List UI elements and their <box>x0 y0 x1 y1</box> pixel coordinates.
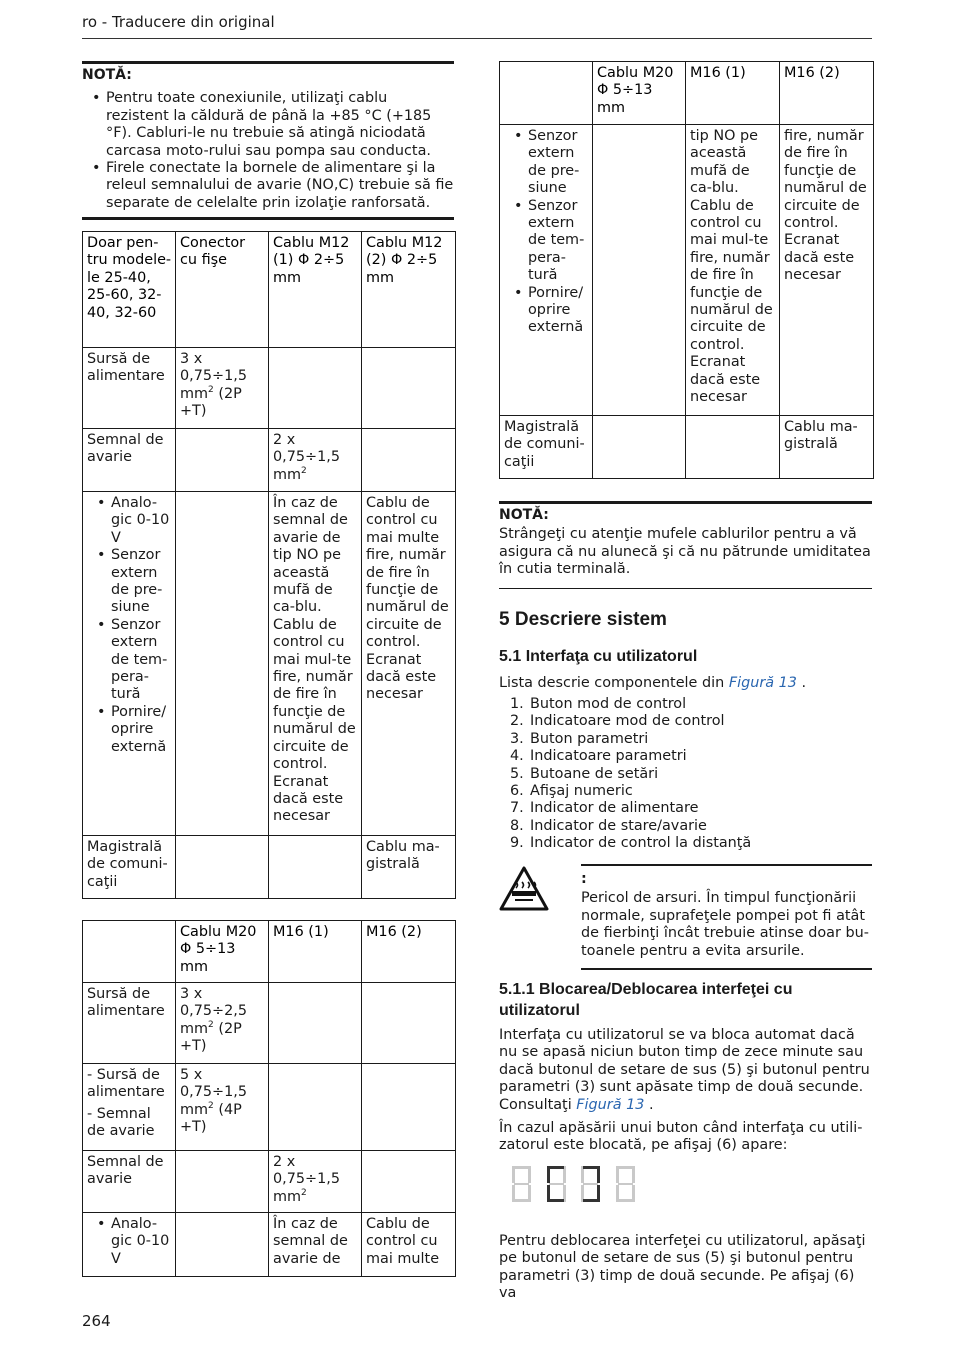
segment-digit <box>512 1166 531 1202</box>
table-header-cell: Conector cu fişe <box>176 232 269 348</box>
table-cell <box>176 836 269 899</box>
list-item: • Senzor extern de pre-siune <box>504 128 589 198</box>
table-row <box>83 1064 456 1151</box>
figure-link[interactable]: Figură 13 <box>728 675 797 691</box>
table-cell: Magistrală de comuni-caţii <box>83 836 176 899</box>
table-cell: Sursă de alimentare <box>83 348 176 429</box>
bullet-list <box>87 495 172 756</box>
paragraph: Pentru deblocarea interfeţei cu utilizatorul, apăsaţi pe butonul de setare de sus (5) şi butonul pentru parametri (3) timp de două secunde. Pe afişaj (6) va <box>499 1233 866 1302</box>
table-header-cell: Cablu M12 (1) Φ 2÷5 mm <box>269 232 362 348</box>
table-row <box>83 1151 456 1213</box>
section-heading: 5 Descriere sistem <box>499 609 667 630</box>
table-cell <box>83 1064 176 1151</box>
table-header-cell: Cablu M20 Φ 5÷13 mm <box>593 62 686 125</box>
bullet-list <box>87 1216 172 1268</box>
cable-table-2 <box>82 920 456 1277</box>
table-header-cell: Cablu M20 Φ 5÷13 mm <box>176 921 269 983</box>
header-divider <box>82 38 872 39</box>
table-cell <box>83 492 176 836</box>
locked-display-graphic <box>512 1166 646 1207</box>
list-item: 8. Indicator de stare/avarie <box>510 817 707 834</box>
table-cell: fire, număr de fire în funcţie de numărul de circuite de control. Ecranat dacă este necesar <box>780 125 874 416</box>
table-cell: 3 x 0,75÷2,5 $mm^2$ (2P +T) <box>176 983 269 1064</box>
table-cell <box>269 1064 362 1151</box>
table-header-cell: M16 (1) <box>686 62 780 125</box>
table-row <box>83 429 456 492</box>
table-cell: 5 x 0,75÷1,5 $mm^2$ (4P +T) <box>176 1064 269 1151</box>
table-cell: Semnal de avarie <box>83 429 176 492</box>
table-cell <box>593 125 686 416</box>
list-item: • Pornire/ oprire externă <box>87 704 172 756</box>
table-cell: În caz de semnal de avarie de tip NO pe această mufă de ca-blu. Cablu de control cu mai mul-te fire, număr de fire în funcţie de numărul de circuite de control. Ecranat dacă este necesar <box>269 492 362 836</box>
note-bottom-rule <box>499 588 872 589</box>
table-cell <box>362 429 456 492</box>
warning-bottom-rule <box>581 968 872 970</box>
table-row <box>83 492 456 836</box>
table-cell: Sursă de alimentare <box>83 983 176 1064</box>
table-header-cell: Doar pen-tru modele-le 25-40, 25-60, 32-40, 32-60 <box>83 232 176 348</box>
table-cell: Cablu de control cu mai multe <box>362 1213 456 1277</box>
table-cell <box>83 1213 176 1277</box>
component-list <box>499 696 872 853</box>
table-cell: Cablu ma-gistrală <box>780 416 874 479</box>
note-item: • Pentru toate conexiunile, utilizaţi cablu rezistent la căldură de până la +85 °C (+185 °F). Cabluri-le nu trebuie să atingă niciodată carcasa moto-rului sau pompa sau conducta. <box>82 90 454 160</box>
paragraph: În cazul apăsării unui buton când interfaţa cu utili-zatorul este blocată, pe afişaj (6) apare: <box>499 1120 863 1154</box>
subsection-heading: 5.1 Interfaţa cu utilizatorul <box>499 648 698 665</box>
list-item: 4. Indicatoare parametri <box>510 748 687 765</box>
table-cell <box>593 416 686 479</box>
table-cell <box>176 429 269 492</box>
warning-top-rule <box>581 864 872 866</box>
note-box <box>499 507 872 579</box>
intro-text: Lista descrie componentele din Figură 13 . <box>499 675 807 691</box>
table-cell: În caz de semnal de avarie de <box>269 1213 362 1277</box>
list-item: 6. Afişaj numeric <box>510 783 633 800</box>
note-title: NOTĂ: <box>499 507 549 523</box>
table-header-cell: Cablu M12 (2) Φ 2÷5 mm <box>362 232 456 348</box>
bullet-list <box>504 128 589 337</box>
table-row <box>83 836 456 899</box>
table-header-cell: M16 (2) <box>362 921 456 983</box>
table-cell: Semnal de avarie <box>83 1151 176 1213</box>
table-header-cell: M16 (1) <box>269 921 362 983</box>
note-top-rule <box>82 61 454 64</box>
list-item: 3. Buton parametri <box>510 730 649 747</box>
table-cell <box>362 1151 456 1213</box>
table-cell <box>269 836 362 899</box>
segment-digit <box>616 1166 635 1202</box>
table-row <box>83 1213 456 1277</box>
list-item: • Senzor extern de pre-siune <box>87 547 172 617</box>
list-item: 5. Butoane de setări <box>510 765 659 782</box>
note-title: NOTĂ: <box>82 67 132 83</box>
note-list <box>82 90 454 212</box>
cable-table-1 <box>82 231 456 899</box>
table-cell <box>362 983 456 1064</box>
hot-surface-icon <box>499 866 549 912</box>
list-item: • Senzor extern de tem-pera-tură <box>87 617 172 704</box>
table-cell <box>362 348 456 429</box>
table-cell: Cablu ma-gistrală <box>362 836 456 899</box>
table-cell <box>176 492 269 836</box>
table-cell <box>176 1213 269 1277</box>
table-cell <box>500 125 593 416</box>
table-header-row <box>83 921 456 983</box>
table-cell: Cablu de control cu mai multe fire, număr de fire în funcţie de numărul de circuite de control. Ecranat dacă este necesar <box>362 492 456 836</box>
list-item: • Pornire/ oprire externă <box>504 285 589 337</box>
table-row <box>83 983 456 1064</box>
table-header-row <box>83 232 456 348</box>
table-cell <box>176 1151 269 1213</box>
list-item: • Analo-gic 0-10 V <box>87 1216 172 1268</box>
note-item: • Firele conectate la bornele de alimentare şi la releul semnalului de avarie (NO,C) trebuie să fie separate de celelalte prin izolaţie ranforsată. <box>82 160 454 212</box>
table-row <box>500 416 874 479</box>
cell-line: - Sursă de alimentare <box>87 1067 165 1101</box>
table-cell: 2 x 0,75÷1,5 $mm^2$ <box>269 1151 362 1213</box>
table-header-row <box>500 62 874 125</box>
table-cell: 3 x 0,75÷1,5 $mm^2$ (2P +T) <box>176 348 269 429</box>
table-cell: tip NO pe această mufă de ca-blu. Cablu de control cu mai mul-te fire, număr de fire în funcţie de numărul de circuite de control. Ecranat dacă este necesar <box>686 125 780 416</box>
warning-box <box>581 871 872 960</box>
table-cell <box>269 983 362 1064</box>
list-item: 1. Buton mod de control <box>510 696 687 712</box>
page-number: 264 <box>82 1312 111 1330</box>
note-bottom-rule <box>82 217 454 220</box>
figure-link[interactable]: Figură 13 <box>576 1096 645 1113</box>
table-header-cell: M16 (2) <box>780 62 874 125</box>
table-cell: Magistrală de comuni-caţii <box>500 416 593 479</box>
note-top-rule <box>499 501 872 504</box>
table-header-cell <box>500 62 593 125</box>
list-item: 9. Indicator de control la distanţă <box>510 835 752 852</box>
list-item: 7. Indicator de alimentare <box>510 800 699 817</box>
table-cell <box>686 416 780 479</box>
subsubsection-heading: 5.1.1 Blocarea/Deblocarea interfeţei cu utilizatorul <box>499 981 793 1019</box>
table-row <box>83 348 456 429</box>
cell-line: - Semnal de avarie <box>87 1105 155 1140</box>
table-cell <box>269 348 362 429</box>
note-box <box>82 67 454 212</box>
table-row <box>500 125 874 416</box>
list-item: • Senzor extern de tem-pera-tură <box>504 198 589 285</box>
warning-text: Pericol de arsuri. În timpul funcţionării normale, suprafeţele pompei pot fi atât de fierbinţi încât trebuie atinse doar bu-toanele pentru a evita arsurile. <box>581 890 869 959</box>
cable-table-3 <box>499 61 874 479</box>
list-item: 2. Indicatoare mod de control <box>510 713 725 730</box>
warning-title: : <box>581 871 587 887</box>
segment-digit <box>581 1166 600 1202</box>
segment-digit <box>547 1166 566 1202</box>
table-cell: 2 x 0,75÷1,5 $mm^2$ <box>269 429 362 492</box>
table-cell <box>362 1064 456 1151</box>
table-header-cell <box>83 921 176 983</box>
page-header: ro - Traducere din original <box>82 13 275 31</box>
note-text: Strângeţi cu atenţie mufele cablurilor pentru a vă asigura că nu alunecă şi că nu pătrunde umiditatea în cutia terminală. <box>499 526 871 578</box>
list-item: • Analo-gic 0-10 V <box>87 495 172 547</box>
paragraph: Interfaţa cu utilizatorul se va bloca automat dacă nu se apasă niciun buton timp de zece minute sau dacă butonul de setare de sus (5) şi butonul pentru parametri (3) sunt apăsate timp de două secunde. Consultaţi Figură 13 . <box>499 1027 870 1113</box>
